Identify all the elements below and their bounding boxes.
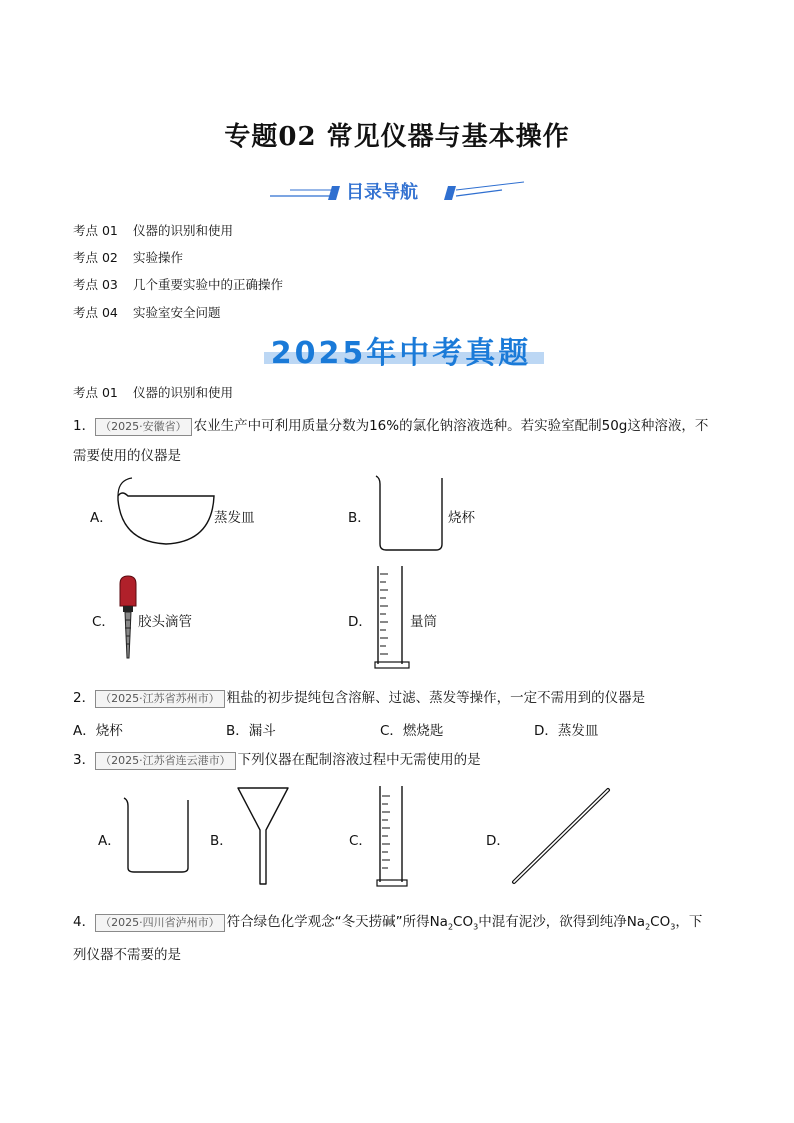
question-text: 粗盐的初步提纯包含溶解、过滤、蒸发等操作，一定不需用到的仪器是 — [226, 690, 646, 706]
graduated-cylinder-icon — [376, 784, 410, 888]
question-1-line2: 需要使用的仪器是 — [73, 448, 181, 464]
q2-option-a[interactable]: A．烧杯 — [73, 723, 123, 739]
question-text: 下列仪器在配制溶液过程中无需使用的是 — [237, 752, 481, 768]
q3-option-a[interactable]: A． — [98, 833, 121, 849]
toc-num: 考点 03 — [73, 277, 118, 292]
source-tag: （2025·安徽省） — [95, 418, 192, 436]
question-text: 中混有泥沙，欲得到纯净Na — [478, 914, 646, 930]
page-title: 专题02 常见仪器与基本操作 — [224, 122, 570, 152]
question-1 — [73, 416, 733, 436]
option-d-letter[interactable]: D． — [348, 614, 372, 630]
toc-item-2[interactable] — [73, 248, 183, 266]
question-text: 符合绿色化学观念“冬天捞碱”所得Na — [226, 914, 448, 930]
q3-option-d[interactable]: D． — [486, 833, 510, 849]
option-b-label: 烧杯 — [448, 510, 475, 526]
toc-item-4[interactable] — [73, 303, 221, 321]
question-4 — [73, 912, 733, 938]
toc-header — [270, 176, 524, 206]
question-text: 农业生产中可利用质量分数为16%的氯化钠溶液选种。若实验室配制50g这种溶液，不 — [193, 418, 709, 434]
subscript: 3 — [670, 922, 676, 932]
question-2 — [73, 688, 645, 708]
section-banner — [258, 328, 544, 371]
source-tag: （2025·江苏省连云港市） — [95, 752, 236, 770]
toc-text: 几个重要实验中的正确操作 — [133, 277, 284, 292]
question-number: 4． — [73, 914, 96, 930]
q3-option-c[interactable]: C． — [349, 833, 372, 849]
q2-option-b[interactable]: B．漏斗 — [226, 723, 276, 739]
source-tag: （2025·江苏省苏州市） — [95, 690, 225, 708]
subscript: 3 — [473, 922, 479, 932]
section-heading — [73, 383, 233, 401]
q3-option-b[interactable]: B． — [210, 833, 233, 849]
subscript: 2 — [645, 922, 651, 932]
question-number: 3． — [73, 752, 96, 768]
section-text: 仪器的识别和使用 — [133, 385, 234, 400]
question-text: ，下 — [675, 914, 703, 930]
question-text: CO — [650, 914, 671, 930]
option-d-label: 量筒 — [410, 614, 437, 630]
evaporating-dish-icon — [116, 476, 216, 546]
q2-option-d[interactable]: D．蒸发皿 — [534, 723, 599, 739]
funnel-icon — [236, 786, 290, 886]
toc-text: 实验操作 — [133, 250, 184, 265]
toc-item-1[interactable] — [73, 221, 233, 239]
glass-rod-icon — [510, 786, 612, 886]
beaker-icon — [122, 796, 192, 876]
option-c-letter[interactable]: C． — [92, 614, 115, 630]
toc-text: 仪器的识别和使用 — [133, 223, 234, 238]
q2-option-c[interactable]: C．燃烧匙 — [380, 723, 444, 739]
question-text: CO — [453, 914, 474, 930]
nav-label: 目录导航 — [346, 182, 418, 203]
section-num: 考点 01 — [73, 385, 118, 400]
source-tag: （2025·四川省泸州市） — [95, 914, 225, 932]
toc-item-3[interactable] — [73, 275, 283, 293]
question-3 — [73, 750, 481, 770]
question-number: 1． — [73, 418, 96, 434]
dropper-icon — [116, 574, 140, 662]
toc-num: 考点 01 — [73, 223, 118, 238]
banner-text: 2025年中考真题 — [270, 336, 532, 371]
option-b-letter[interactable]: B． — [348, 510, 371, 526]
graduated-cylinder-icon — [374, 564, 410, 670]
beaker-icon — [374, 474, 446, 554]
toc-num: 考点 02 — [73, 250, 118, 265]
question-4-line2: 列仪器不需要的是 — [73, 947, 181, 963]
option-a-label: 蒸发皿 — [214, 510, 255, 526]
toc-text: 实验室安全问题 — [133, 305, 221, 320]
option-a-letter[interactable]: A． — [90, 510, 113, 526]
question-number: 2． — [73, 690, 96, 706]
toc-num: 考点 04 — [73, 305, 118, 320]
option-c-label: 胶头滴管 — [138, 614, 192, 630]
subscript: 2 — [447, 922, 454, 932]
